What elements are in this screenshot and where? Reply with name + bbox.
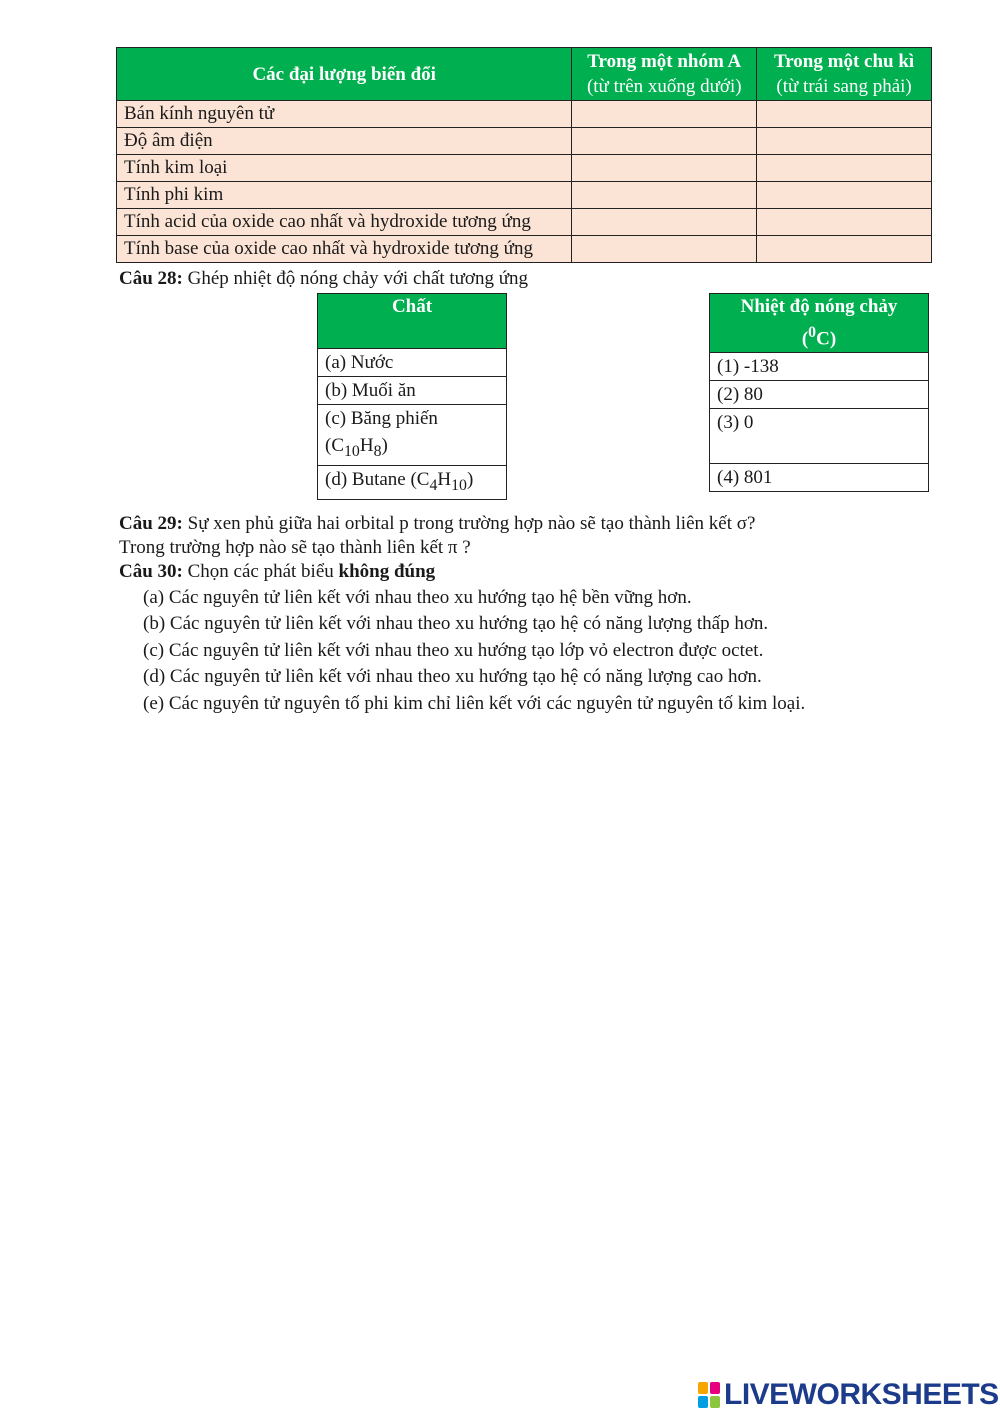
answer-cell-group[interactable] — [572, 101, 757, 128]
logo-text: LIVEWORKSHEETS — [724, 1378, 999, 1411]
property-label: Tính acid của oxide cao nhất và hydroxide tương ứng — [117, 209, 572, 236]
melting-point-4[interactable]: (4) 801 — [710, 464, 929, 492]
properties-header-row — [117, 48, 932, 101]
question-30-bold: không đúng — [338, 561, 436, 582]
table-row — [117, 101, 932, 128]
header-group-a — [572, 48, 757, 101]
property-label: Tính phi kim — [117, 182, 572, 209]
answer-cell-period[interactable] — [757, 236, 932, 263]
answer-cell-period[interactable] — [757, 101, 932, 128]
melting-point-header: Nhiệt độ nóng chảy ($^0$C) — [710, 294, 929, 353]
table-row — [117, 128, 932, 155]
substance-header: Chất — [318, 294, 507, 349]
answer-cell-group[interactable] — [572, 182, 757, 209]
header-period-sub: (từ trái sang phải) — [776, 76, 912, 97]
answer-cell-period[interactable] — [757, 209, 932, 236]
list-item[interactable]: (c) Các nguyên tử liên kết với nhau theo xu hướng tạo lớp vỏ electron được octet. — [143, 640, 764, 661]
question-30 — [119, 560, 435, 584]
property-label: Tính kim loại — [117, 155, 572, 182]
answer-cell-group[interactable] — [572, 128, 757, 155]
table-row — [117, 209, 932, 236]
list-item[interactable]: (b) Các nguyên tử liên kết với nhau theo xu hướng tạo hệ có năng lượng thấp hơn. — [143, 613, 769, 634]
property-label: Bán kính nguyên tử — [117, 101, 572, 128]
header-period — [757, 48, 932, 101]
header-quantities: Các đại lượng biến đổi — [117, 48, 572, 101]
question-29-line2: Trong trường hợp nào sẽ tạo thành liên kết π ? — [119, 537, 471, 558]
property-label: Độ âm điện — [117, 128, 572, 155]
answer-cell-group[interactable] — [572, 236, 757, 263]
melting-point-3[interactable]: (3) 0 — [710, 409, 929, 464]
liveworksheets-logo-icon — [698, 1382, 720, 1408]
question-28-text: Ghép nhiệt độ nóng chảy với chất tương ứng — [182, 268, 529, 289]
substance-b[interactable]: (b) Muối ăn — [318, 377, 507, 405]
melting-point-table — [709, 293, 929, 492]
list-item[interactable]: (a) Các nguyên tử liên kết với nhau theo xu hướng tạo hệ bền vững hơn. — [143, 587, 692, 608]
melting-point-1[interactable]: (1) -138 — [710, 353, 929, 381]
answer-cell-period[interactable] — [757, 128, 932, 155]
answer-cell-group[interactable] — [572, 155, 757, 182]
liveworksheets-logo[interactable] — [698, 1378, 999, 1412]
question-29-text: Sự xen phủ giữa hai orbital p trong trường hợp nào sẽ tạo thành liên kết σ? — [182, 513, 756, 534]
properties-table — [116, 47, 932, 263]
header-group-a-sub: (từ trên xuống dưới) — [586, 76, 742, 97]
question-28-label: Câu 28: — [119, 268, 183, 289]
substance-d[interactable]: (d) Butane $(C_4H_{10})$ — [318, 465, 507, 499]
question-29-label: Câu 29: — [119, 513, 183, 534]
melting-point-2[interactable]: (2) 80 — [710, 381, 929, 409]
substance-table — [317, 293, 507, 500]
table-row — [117, 236, 932, 263]
property-label: Tính base của oxide cao nhất và hydroxide tương ứng — [117, 236, 572, 263]
substance-c[interactable]: (c) Băng phiến $(C_{10}H_8)$ — [318, 405, 507, 466]
table-row — [117, 182, 932, 209]
question-29 — [119, 512, 755, 536]
answer-cell-group[interactable] — [572, 209, 757, 236]
question-28 — [119, 267, 528, 291]
header-period-title: Trong một chu kì — [773, 51, 915, 72]
question-30-label: Câu 30: — [119, 561, 183, 582]
list-item[interactable]: (d) Các nguyên tử liên kết với nhau theo xu hướng tạo hệ có năng lượng cao hơn. — [143, 666, 762, 687]
answer-cell-period[interactable] — [757, 182, 932, 209]
table-row — [117, 155, 932, 182]
header-group-a-title: Trong một nhóm A — [587, 51, 742, 72]
list-item[interactable]: (e) Các nguyên tử nguyên tố phi kim chỉ liên kết với các nguyên tử nguyên tố kim loại. — [143, 693, 806, 714]
substance-c-name: (c) Băng phiến — [325, 408, 438, 429]
substance-a[interactable]: (a) Nước — [318, 349, 507, 377]
question-30-text: Chọn các phát biểu — [182, 561, 339, 582]
answer-cell-period[interactable] — [757, 155, 932, 182]
